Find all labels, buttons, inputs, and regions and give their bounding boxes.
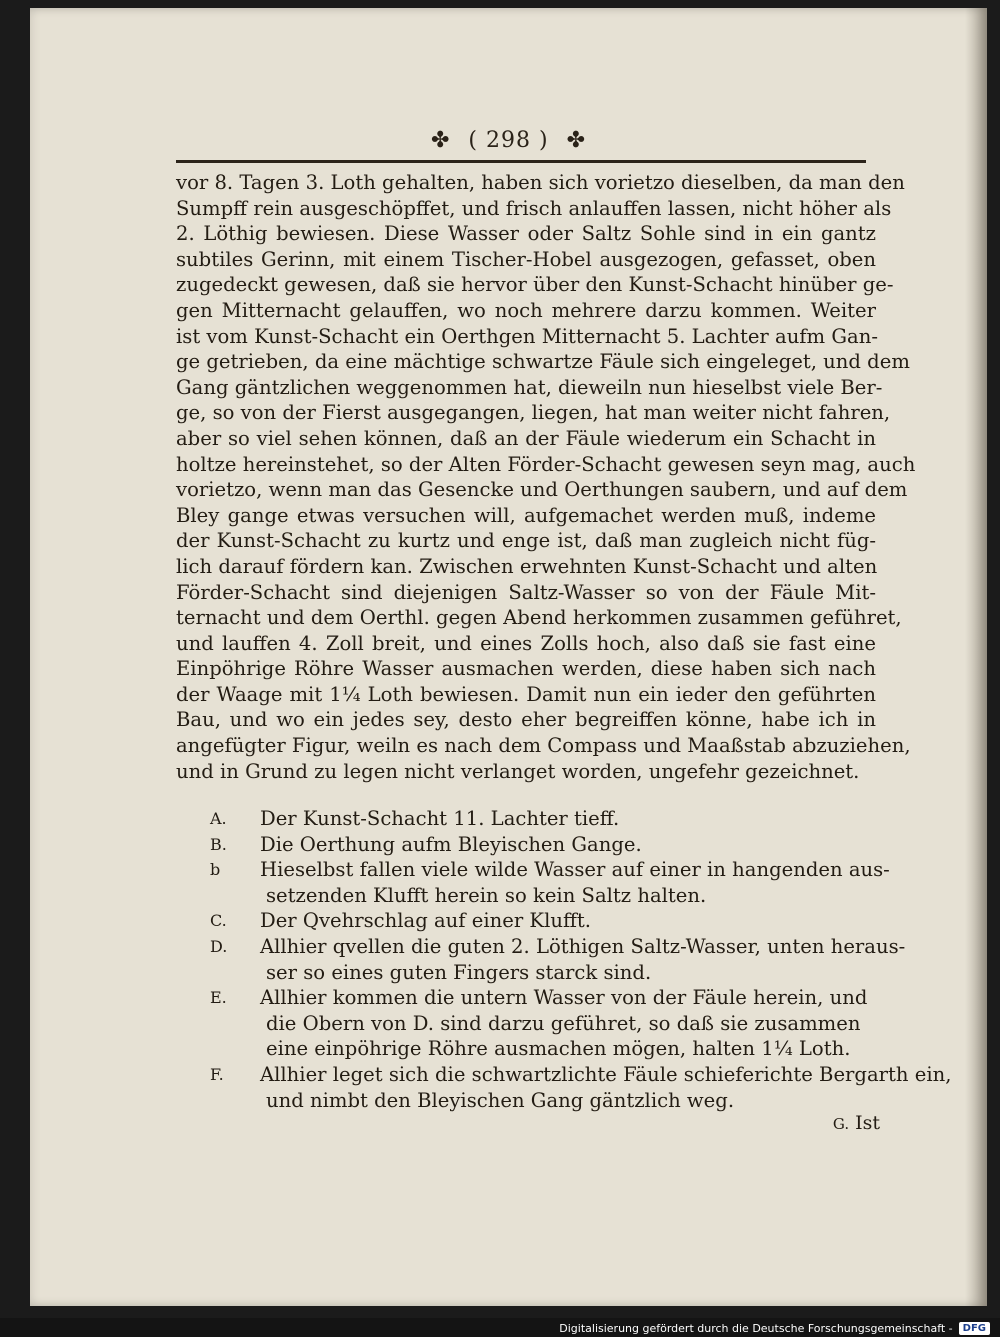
legend-text-line: Der Qvehrschlag auf einer Klufft.: [260, 909, 591, 933]
legend-entry: [210, 934, 906, 985]
text-line: aber so viel sehen können, daß an der Fäule wiederum ein Schacht in: [176, 426, 876, 450]
page-header: [30, 128, 987, 153]
legend-letter: C.: [210, 911, 227, 931]
legend-letter: b: [210, 860, 221, 880]
text-line: Bley gange etwas versuchen will, aufgemachet werden muß, indeme: [176, 503, 876, 527]
legend-entry: [210, 985, 890, 1062]
legend-text-line: setzenden Klufft herein so kein Saltz halten.: [266, 883, 707, 907]
text-line: vor 8. Tagen 3. Loth gehalten, haben sich vorietzo dieselben, da man den: [176, 171, 905, 194]
legend-entry: [210, 832, 890, 858]
digitization-footer: [559, 1319, 990, 1337]
dfg-logo-icon: DFG: [959, 1322, 990, 1335]
body-paragraph: [176, 170, 916, 784]
legend-text-line: eine einpöhrige Röhre ausmachen mögen, halten 1¼ Loth.: [266, 1037, 851, 1061]
text-line: vorietzo, wenn man das Gesencke und Oerthungen saubern, und auf dem: [176, 478, 908, 502]
legend-text-line: Allhier qvellen die guten 2. Löthigen Saltz-Wasser, unten heraus-: [260, 934, 906, 958]
page-number: ( 298 ): [468, 128, 549, 153]
text-line: subtiles Gerinn, mit einem Tischer-Hobel ausgezogen, gefasset, oben: [176, 247, 876, 271]
legend-letter: F.: [210, 1064, 224, 1084]
text-line: Sumpff rein ausgeschöpffet, und frisch anlauffen lassen, nicht höher als: [176, 196, 892, 220]
legend-entry: [210, 857, 890, 908]
text-line: angefügter Figur, weiln es nach dem Compass und Maaßstab abzuziehen,: [176, 734, 911, 758]
text-line: lich darauf fördern kan. Zwischen erwehnten Kunst-Schacht und alten: [176, 554, 878, 578]
text-line: Gang gäntzlichen weggenommen hat, dieweiln nun hieselbst viele Ber-: [176, 375, 883, 399]
legend-entry: [210, 1062, 952, 1113]
catchword-text: Ist: [855, 1112, 880, 1134]
catchword-prefix: G.: [832, 1115, 850, 1133]
text-line: ist vom Kunst-Schacht ein Oerthgen Mitternacht 5. Lachter aufm Gan-: [176, 324, 878, 348]
header-ornament-left-icon: ✤: [430, 128, 451, 153]
text-line: zugedeckt gewesen, daß sie hervor über den Kunst-Schacht hinüber ge-: [176, 273, 894, 297]
legend-text-line: und nimbt den Bleyischen Gang gäntzlich weg.: [266, 1088, 735, 1112]
page-gutter-shadow: [965, 8, 987, 1306]
header-ornament-right-icon: ✤: [566, 128, 587, 153]
text-line: und lauffen 4. Zoll breit, und eines Zolls hoch, also daß sie fast eine: [176, 631, 876, 655]
legend-text-line: Hieselbst fallen viele wilde Wasser auf einer in hangenden aus-: [260, 858, 890, 882]
legend-letter: D.: [210, 936, 228, 956]
text-line: holtze hereinstehet, so der Alten Förder-Schacht gewesen seyn mag, auch: [176, 452, 916, 476]
text-line: und in Grund zu legen nicht verlanget worden, ungefehr gezeichnet.: [176, 759, 860, 783]
text-line: ternacht und dem Oerthl. gegen Abend herkommen zusammen geführet,: [176, 606, 902, 630]
catchword: [833, 1112, 880, 1134]
text-line: 2. Löthig bewiesen. Diese Wasser oder Saltz Sohle sind in ein gantz: [176, 222, 876, 246]
text-line: Einpöhrige Röhre Wasser ausmachen werden, diese haben sich nach: [176, 657, 876, 681]
figure-legend: [210, 806, 952, 1113]
legend-text-line: Allhier leget sich die schwartzlichte Fäule schieferichte Bergarth ein,: [260, 1062, 952, 1086]
legend-letter: A.: [210, 809, 227, 828]
legend-letter: E.: [210, 988, 227, 1008]
legend-text-line: Allhier kommen die untern Wasser von der Fäule herein, und: [260, 986, 868, 1010]
legend-text-line: Der Kunst-Schacht 11. Lachter tieff.: [260, 807, 620, 830]
header-rule: [176, 160, 866, 163]
text-line: ge getrieben, da eine mächtige schwartze Fäule sich eingeleget, und dem: [176, 350, 910, 374]
text-line: Bau, und wo ein jedes sey, desto eher begreiffen könne, habe ich in: [176, 708, 876, 732]
legend-entry: [210, 806, 890, 832]
text-line: ge, so von der Fierst ausgegangen, liegen, hat man weiter nicht fahren,: [176, 401, 891, 425]
legend-entry: [210, 908, 890, 934]
text-line: der Waage mit 1¼ Loth bewiesen. Damit nun ein ieder den geführten: [176, 682, 876, 706]
footer-text: Digitalisierung gefördert durch die Deutsche Forschungsgemeinschaft -: [559, 1321, 953, 1335]
legend-text-line: die Obern von D. sind darzu geführet, so daß sie zusammen: [266, 1011, 861, 1035]
legend-text-line: ser so eines guten Fingers starck sind.: [266, 960, 652, 984]
legend-letter: B.: [210, 834, 227, 854]
text-line: der Kunst-Schacht zu kurtz und enge ist, daß man zugleich nicht füg-: [176, 529, 876, 553]
text-line: Förder-Schacht sind diejenigen Saltz-Wasser so von der Fäule Mit-: [176, 580, 876, 604]
text-line: gen Mitternacht gelauffen, wo noch mehrere darzu kommen. Weiter: [176, 298, 876, 322]
legend-text-line: Die Oerthung aufm Bleyischen Gange.: [260, 832, 642, 856]
